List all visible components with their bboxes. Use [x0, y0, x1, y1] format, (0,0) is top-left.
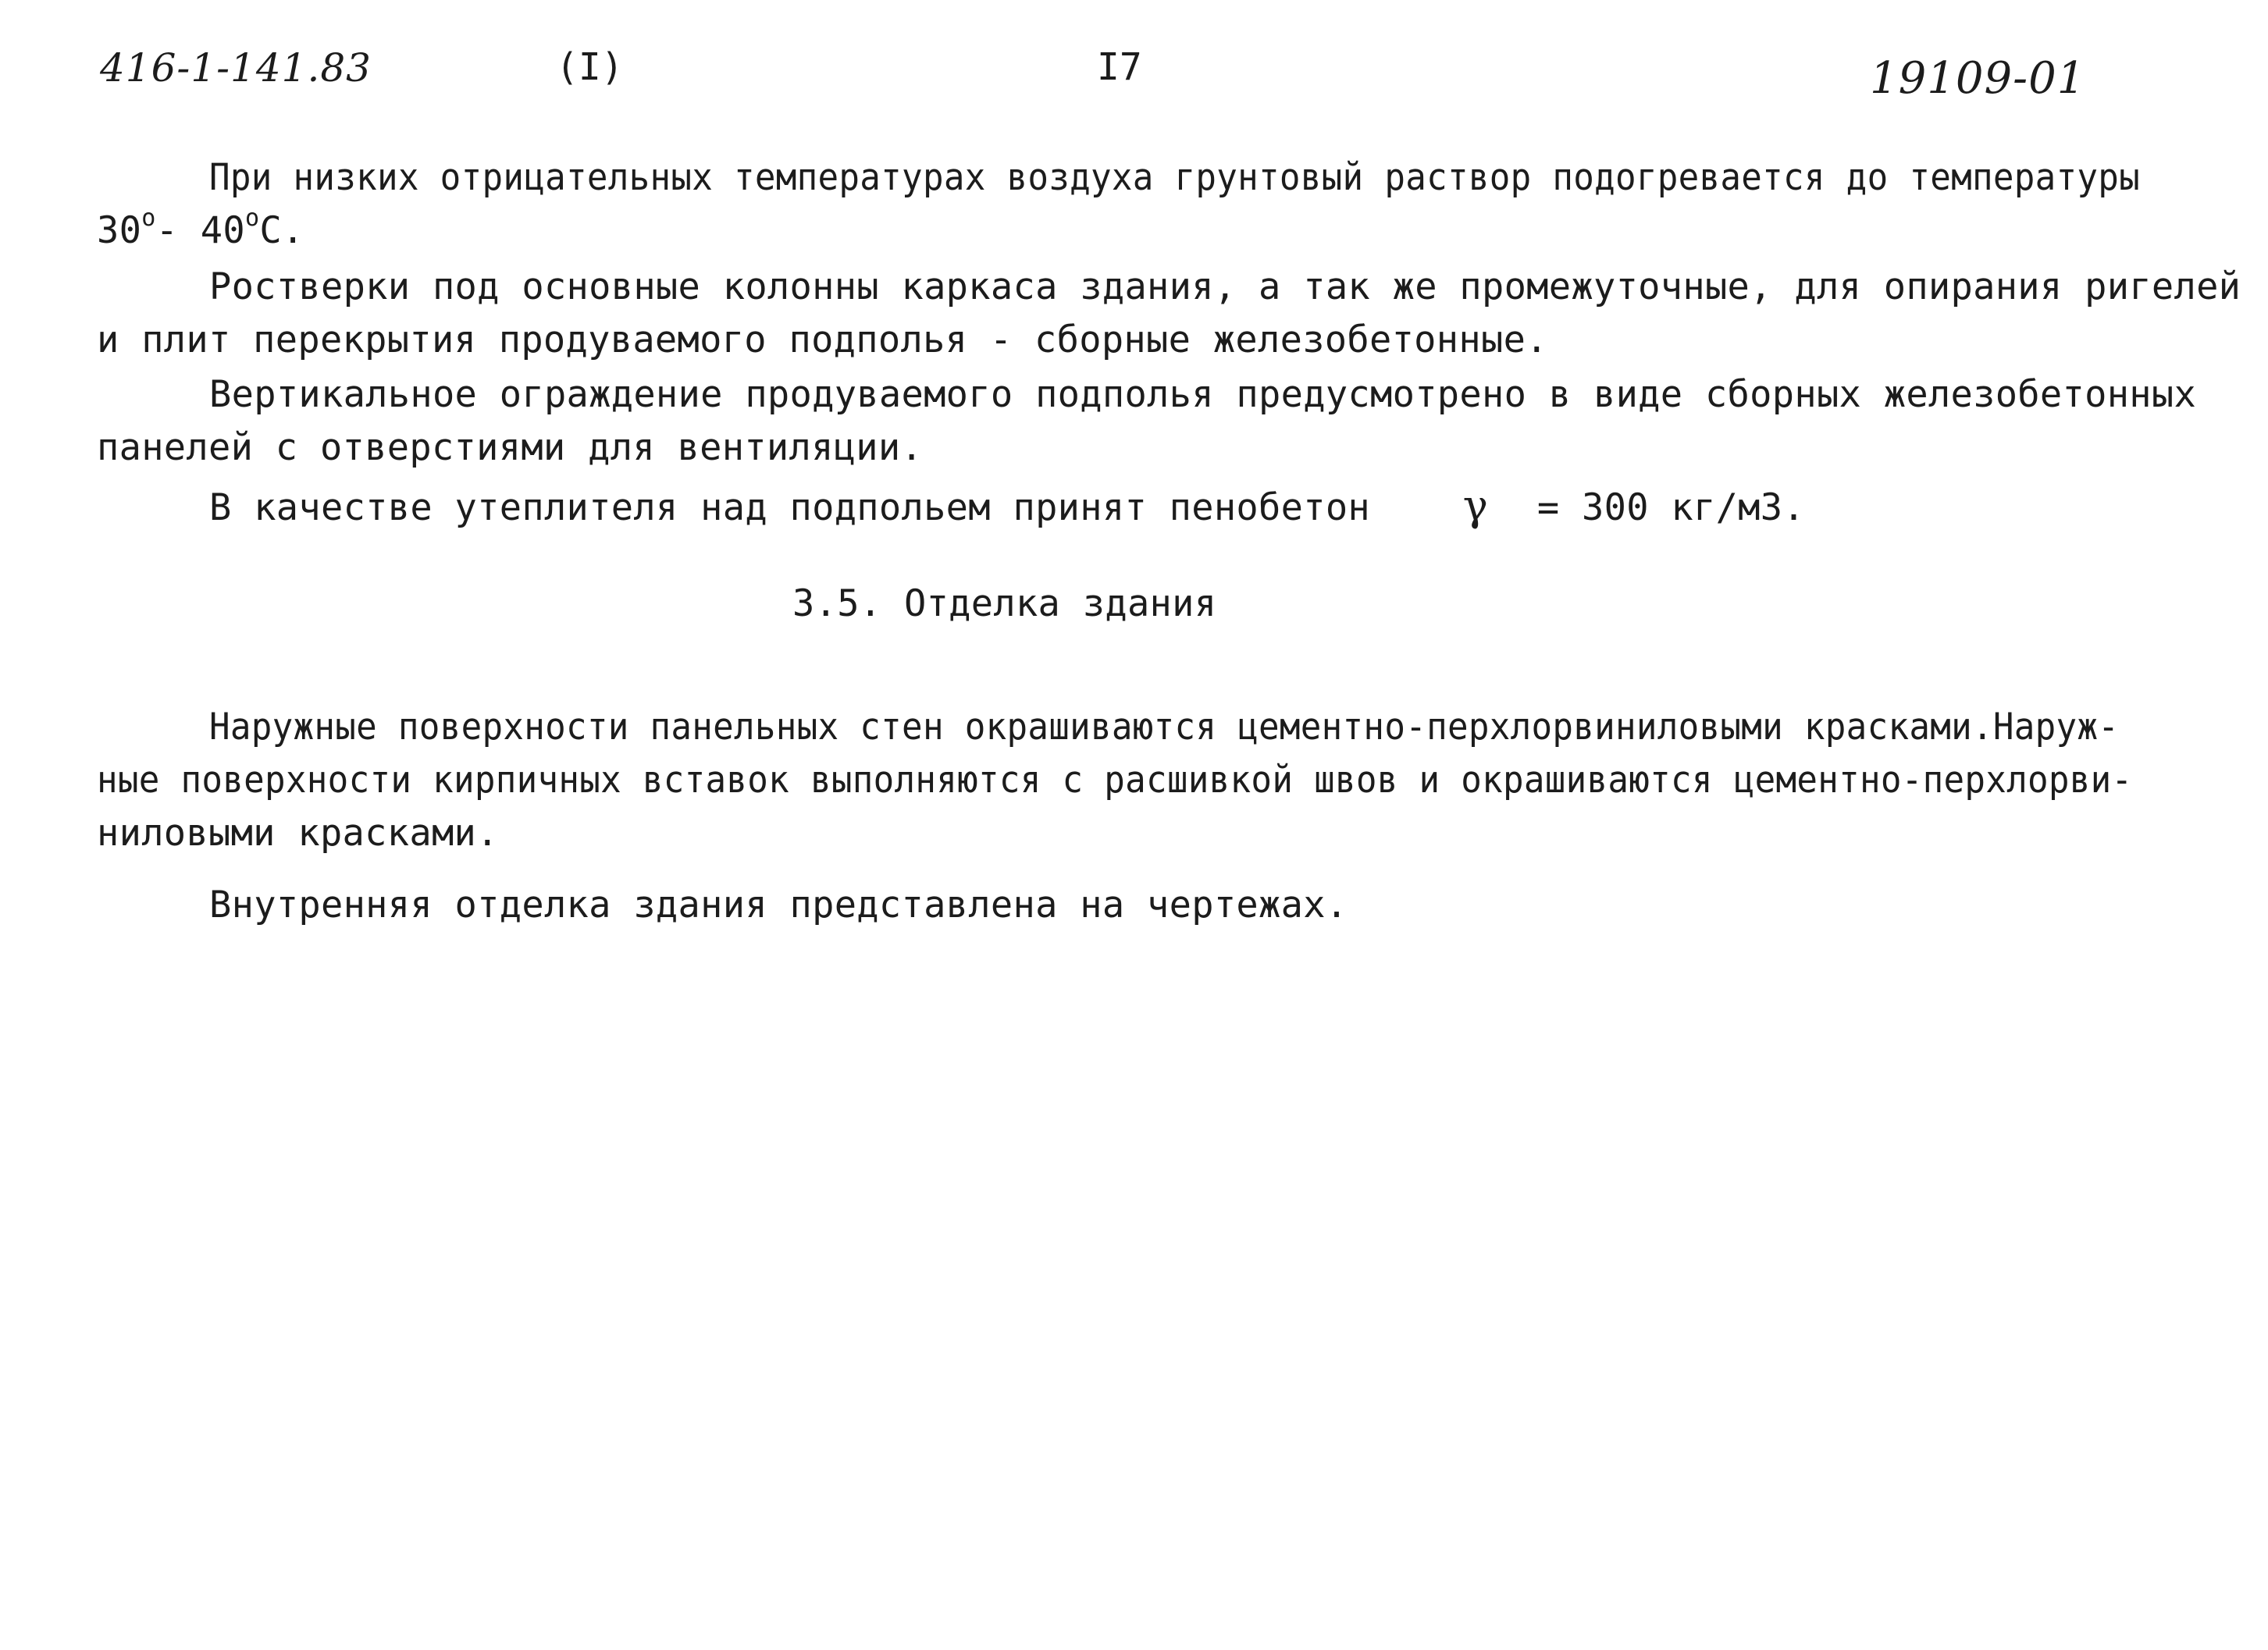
doc-code-right: 19109-01 [1870, 53, 2086, 104]
paragraph-line [209, 884, 1348, 926]
album-number: (I) [556, 45, 624, 89]
text-line: ные поверхности кирпичных вставок выполняются с расшивкой швов и окрашиваются цементно-перхлорви- [97, 759, 2133, 802]
degree-mark: o [244, 204, 260, 232]
gamma-symbol: γ [1462, 481, 1489, 530]
text-line: Внутренняя отделка здания представлена на чертежах. [209, 884, 1348, 926]
paragraph-line [209, 156, 2192, 199]
paragraph-line [209, 706, 2130, 749]
text-line: панелей с отверстиями для вентиляции. [97, 426, 924, 469]
paragraph-line [97, 812, 499, 855]
paragraph-line [97, 759, 2166, 802]
paragraph-line [209, 481, 1805, 530]
doc-code-left: 416-1-141.83 [100, 45, 372, 91]
paragraph-line [209, 265, 2241, 308]
text-line: Ростверки под основные колонны каркаса здания, а так же промежуточные, для опирания ригелей [209, 265, 2241, 308]
section-title: 3.5. Отделка здания [792, 582, 1217, 625]
text-line: и плит перекрытия продуваемого подполья - сборные железобетонные. [97, 318, 1548, 361]
paragraph-line [209, 373, 2196, 416]
text-line: ниловыми красками. [97, 812, 499, 855]
temp-unit: C. [259, 209, 304, 252]
page-number: I7 [1097, 45, 1142, 89]
paragraph-line [97, 204, 304, 252]
temp-from: 30 [97, 209, 142, 252]
paragraph-line [97, 318, 1548, 361]
text-line: Вертикальное ограждение продуваемого подполья предусмотрено в виде сборных железобетонных [209, 373, 2197, 416]
paragraph-line [97, 426, 923, 469]
degree-mark: o [141, 204, 156, 232]
text-line: В качестве утеплителя над подпольем принят пенобетон [209, 486, 1371, 529]
temp-separator: - 40 [155, 209, 245, 252]
text-line: При низких отрицательных температурах воздуха грунтовый раствор подогревается до температуры [209, 156, 2141, 199]
text-line: Наружные поверхности панельных стен окрашиваются цементно-перхлорвиниловыми красками.Наруж- [209, 706, 2120, 749]
density-value: = 300 кг/м3. [1536, 486, 1805, 529]
